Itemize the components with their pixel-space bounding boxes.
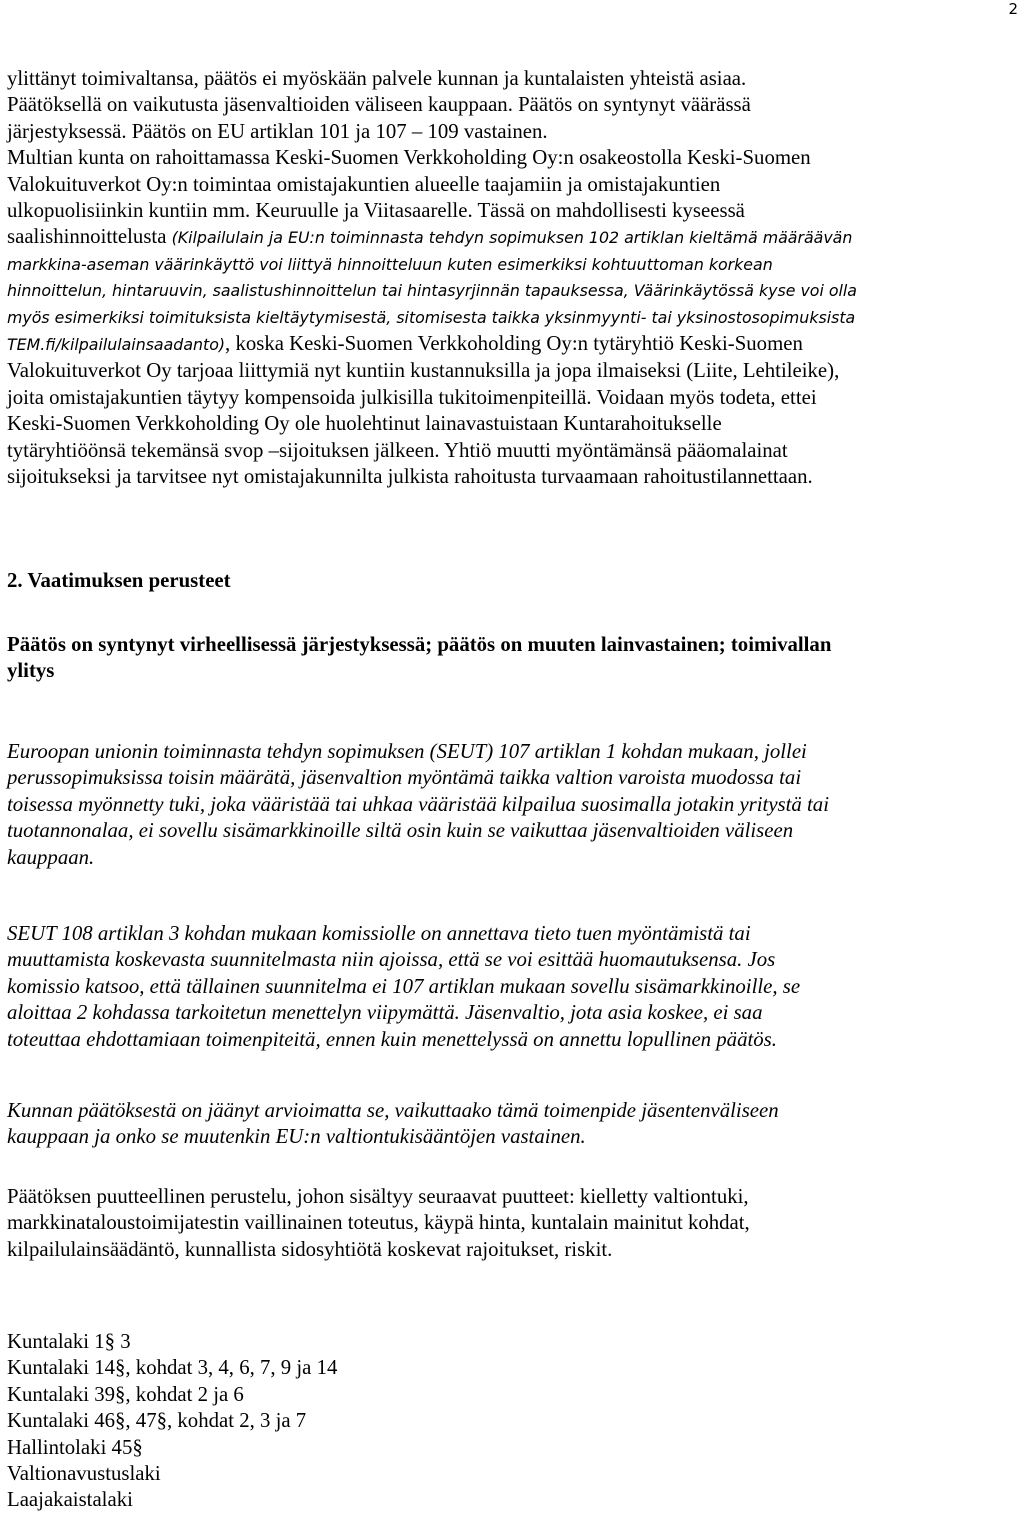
- text-line: aloittaa 2 kohdassa tarkoitetun menettelyn viipymättä. Jäsenvaltio, jota asia koskee, ei saa: [7, 1001, 763, 1025]
- law-reference-list: [7, 1329, 1022, 1514]
- text-line: Päätöksellä on vaikutusta jäsenvaltioiden väliseen kauppaan. Päätös on syntynyt väärässä: [7, 93, 751, 117]
- text-line: ylittänyt toimivaltansa, päätös ei myöskään palvele kunnan ja kuntalaisten yhteistä asiaa.: [7, 67, 747, 90]
- law-reference: Laajakaistalaki: [7, 1488, 133, 1512]
- text-line: Päätöksen puutteellinen perustelu, johon sisältyy seuraavat puutteet: kielletty valtiontuki,: [7, 1185, 749, 1208]
- law-reference: Kuntalaki 39§, kohdat 2 ja 6: [7, 1382, 244, 1406]
- article-107-paragraph: [7, 739, 1022, 871]
- article-108-paragraph: [7, 921, 1022, 1053]
- text-line: Keski-Suomen Verkkoholding Oy ole huolehtinut lainavastuistaan Kuntarahoitukselle: [7, 412, 722, 436]
- text-line: Multian kunta on rahoittamassa Keski-Suomen Verkkoholding Oy:n osakeostolla Keski-Suomen: [7, 146, 811, 170]
- text-line: [7, 331, 1022, 358]
- text-line: kauppaan.: [7, 845, 95, 869]
- text-line: ulkopuolisiinkin kuntiin mm. Keuruulle ja Viitasaarelle. Tässä on mahdollisesti kyseessä: [7, 199, 745, 223]
- law-reference: Kuntalaki 14§, kohdat 3, 4, 6, 7, 9 ja 14: [7, 1356, 338, 1380]
- citation-quote-line: hinnoittelun, hintaruuvin, saalistushinnoittelun tai hintasyrjinnän tapauksessa, Väärinkäytössä kyse voi olla: [7, 281, 857, 301]
- law-reference: Hallintolaki 45§: [7, 1435, 143, 1459]
- text-line: SEUT 108 artiklan 3 kohdan mukaan komissiolle on annettava tieto tuen myöntämistä tai: [7, 922, 751, 945]
- text-line: toisessa myönnetty tuki, joka vääristää tai uhkaa vääristää kilpailua suosimalla jotakin yritystä tai: [7, 792, 829, 816]
- text-line: sijoitukseksi ja tarvitsee nyt omistajakunnilta julkista rahoitusta turvaamaan rahoitustilannettaan.: [7, 465, 813, 489]
- text-line: toteuttaa ehdottamiaan toimenpiteitä, ennen kuin menettelyssä on annettu lopullinen päätös.: [7, 1027, 777, 1051]
- section-heading: 2. Vaatimuksen perusteet: [7, 569, 231, 592]
- text-line: kauppaan ja onko se muutenkin EU:n valtiontukisääntöjen vastainen.: [7, 1125, 586, 1149]
- text-line: [7, 224, 1022, 251]
- law-reference: Kuntalaki 1§ 3: [7, 1330, 131, 1353]
- page-number: 2: [1008, 0, 1018, 18]
- law-reference: Valtionavustuslaki: [7, 1462, 161, 1486]
- text-line: kilpailulainsäädäntö, kunnallista sidosyhtiötä koskevat rajoitukset, riskit.: [7, 1237, 613, 1261]
- text-line: komissio katsoo, että tällainen suunnitelma ei 107 artiklan mukaan sovellu sisämarkkinoille, se: [7, 974, 801, 998]
- text-line: Kunnan päätöksestä on jäänyt arvioimatta se, vaikuttaako tämä toimenpide jäsentenväliseen: [7, 1099, 779, 1122]
- text-line: Valokuituverkot Oy:n toimintaa omistajakuntien alueelle taajamiin ja omistajakuntien: [7, 172, 721, 196]
- subheading-line: Päätös on syntynyt virheellisessä järjestyksessä; päätös on muuten lainvastainen; toimivallan: [7, 633, 832, 656]
- intro-paragraph: [7, 66, 1022, 491]
- law-reference: Kuntalaki 46§, 47§, kohdat 2, 3 ja 7: [7, 1409, 307, 1433]
- text-span: , koska Keski-Suomen Verkkoholding Oy:n tytäryhtiö Keski-Suomen: [225, 332, 803, 356]
- text-line: Euroopan unionin toiminnasta tehdyn sopimuksen (SEUT) 107 artiklan 1 kohdan mukaan, jollei: [7, 740, 807, 763]
- text-line: markkinataloustoimijatestin vaillinainen toteutus, käypä hinta, kuntalain mainitut kohdat,: [7, 1211, 750, 1235]
- text-line: tuotannonalaa, ei sovellu sisämarkkinoille siltä osin kuin se vaikuttaa jäsenvaltioiden väliseen: [7, 819, 794, 843]
- citation-source: TEM.fi/kilpailulainsaadanto): [7, 335, 226, 355]
- subheading-line: ylitys: [7, 659, 55, 683]
- text-line: joita omistajakuntien täytyy kompensoida julkisilla tukitoimenpiteillä. Voidaan myös todeta, ettei: [7, 385, 817, 409]
- text-line: Valokuituverkot Oy tarjoaa liittymiä nyt kuntiin kustannuksilla ja jopa ilmaiseksi (Liite, Lehtileike),: [7, 359, 840, 383]
- deficiency-paragraph: [7, 1184, 1022, 1263]
- text-line: muuttamista koskevasta suunnitelmasta niin ajoissa, että se voi esittää huomautuksensa. Jos: [7, 948, 776, 972]
- municipality-paragraph: [7, 1098, 1022, 1151]
- citation-quote-line: markkina-aseman väärinkäyttö voi liittyä hinnoitteluun kuten esimerkiksi kohtuuttoman korkean: [7, 254, 773, 274]
- text-line: tytäryhtiöönsä tekemänsä svop –sijoituksen jälkeen. Yhtiö muutti myöntämänsä pääomalainat: [7, 438, 788, 462]
- text-line: järjestyksessä. Päätös on EU artiklan 101 ja 107 – 109 vastainen.: [7, 119, 548, 143]
- citation-quote-line: myös esimerkiksi toimituksista kieltäytymisestä, sitomisesta taikka yksinmyynti- tai yksinostosopimuksista: [7, 307, 856, 327]
- text-span: saalishinnoittelusta: [7, 225, 172, 249]
- subheading: [7, 632, 1022, 685]
- citation-quote: (Kilpailulain ja EU:n toiminnasta tehdyn sopimuksen 102 artiklan kieltämä määräävän: [171, 228, 853, 248]
- text-line: perussopimuksissa toisin määrätä, jäsenvaltion myöntämä taikka valtion varoista muodossa tai: [7, 766, 802, 790]
